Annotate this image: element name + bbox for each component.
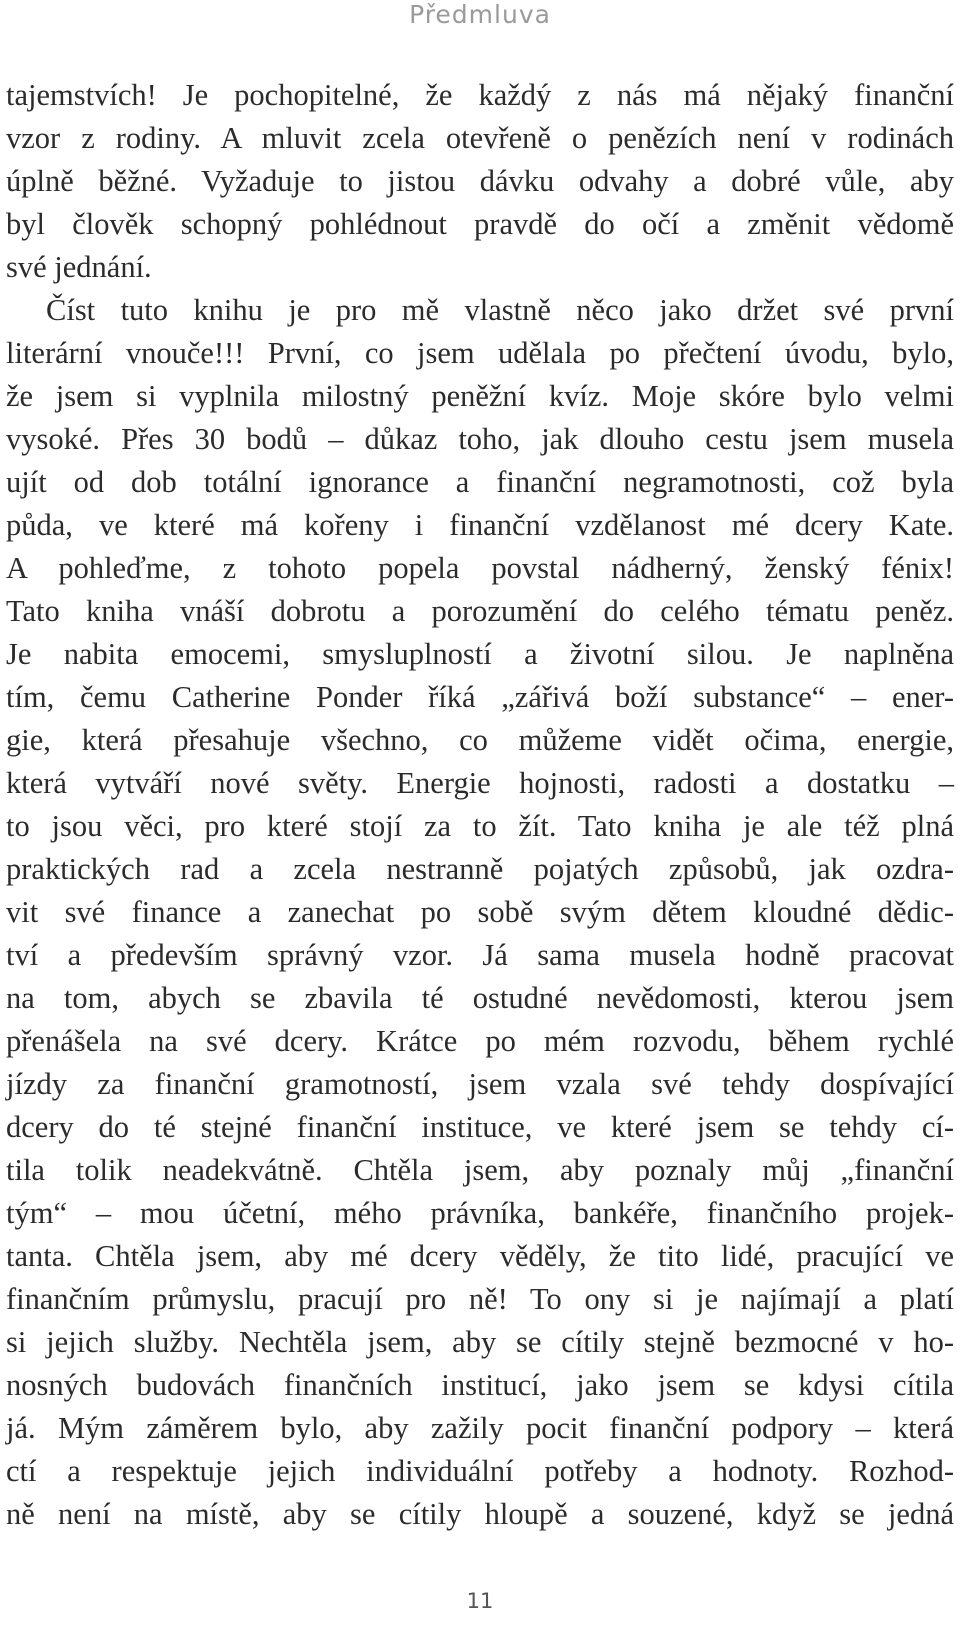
body-text xyxy=(6,74,954,1536)
text-line: A pohleďme, z tohoto popela povstal nádherný, ženský fénix! xyxy=(6,551,954,585)
text-line: že jsem si vyplnila milostný peněžní kvíz. Moje skóre bylo velmi xyxy=(6,379,954,413)
text-line: tajemstvích! Je pochopitelné, že každý z nás má nějaký finanční xyxy=(6,78,954,112)
text-line: tila tolik neadekvátně. Chtěla jsem, aby poznaly můj „finanční xyxy=(6,1153,954,1187)
text-line: nosných budovách finančních institucí, jako jsem se kdysi cítila xyxy=(6,1368,954,1402)
text-line: tví a především správný vzor. Já sama musela hodně pracovat xyxy=(6,938,954,972)
text-line: literární vnouče!!! První, co jsem udělala po přečtení úvodu, bylo, xyxy=(6,336,954,370)
text-line: praktických rad a zcela nestranně pojatých způsobů, jak ozdra- xyxy=(6,852,954,886)
text-line: jízdy za finanční gramotností, jsem vzala své tehdy dospívající xyxy=(6,1067,954,1101)
text-line: půda, ve které má kořeny i finanční vzdělanost mé dcery Kate. xyxy=(6,508,954,542)
text-line: své jednání. xyxy=(6,250,152,284)
text-line: ujít od dob totální ignorance a finanční negramotnosti, což byla xyxy=(6,465,954,499)
text-line: vysoké. Přes 30 bodů – důkaz toho, jak dlouho cestu jsem musela xyxy=(6,422,954,456)
text-line: Tato kniha vnáší dobrotu a porozumění do celého tématu peněz. xyxy=(6,594,954,628)
text-line: na tom, abych se zbavila té ostudné nevědomosti, kterou jsem xyxy=(6,981,954,1015)
text-line: která vytváří nové světy. Energie hojnosti, radosti a dostatku – xyxy=(6,766,954,800)
text-line: dcery do té stejné finanční instituce, ve které jsem se tehdy cí- xyxy=(6,1110,954,1144)
running-head: Předmluva xyxy=(409,0,551,29)
text-line: byl člověk schopný pohlédnout pravdě do očí a změnit vědomě xyxy=(6,207,954,241)
text-line: vit své finance a zanechat po sobě svým dětem kloudné dědic- xyxy=(6,895,954,929)
text-line: přenášela na své dcery. Krátce po mém rozvodu, během rychlé xyxy=(6,1024,954,1058)
text-line: to jsou věci, pro které stojí za to žít. Tato kniha je ale též plná xyxy=(6,809,954,843)
text-line: tým“ – mou účetní, mého právníka, bankéře, finančního projek- xyxy=(6,1196,954,1230)
text-line: vzor z rodiny. A mluvit zcela otevřeně o penězích není v rodinách xyxy=(6,121,954,155)
page-number: 11 xyxy=(466,1589,494,1613)
text-line: tím, čemu Catherine Ponder říká „zářivá boží substance“ – ener- xyxy=(6,680,954,714)
text-line: Číst tuto knihu je pro mě vlastně něco jako držet své první xyxy=(46,293,954,327)
text-line: si jejich služby. Nechtěla jsem, aby se cítily stejně bezmocné v ho- xyxy=(6,1325,954,1359)
text-line: finančním průmyslu, pracují pro ně! To ony si je najímají a platí xyxy=(6,1282,954,1316)
text-line: gie, která přesahuje všechno, co můžeme vidět očima, energie, xyxy=(6,723,954,757)
text-line: ně není na místě, aby se cítily hloupě a souzené, když se jedná xyxy=(6,1497,954,1531)
text-line: ctí a respektuje jejich individuální potřeby a hodnoty. Rozhod- xyxy=(6,1454,954,1488)
text-line: Je nabita emocemi, smysluplností a životní silou. Je naplněna xyxy=(6,637,954,671)
text-line: úplně běžné. Vyžaduje to jistou dávku odvahy a dobré vůle, aby xyxy=(6,164,954,198)
text-line: tanta. Chtěla jsem, aby mé dcery věděly, že tito lidé, pracující ve xyxy=(6,1239,954,1273)
text-line: já. Mým záměrem bylo, aby zažily pocit finanční podpory – která xyxy=(6,1411,954,1445)
